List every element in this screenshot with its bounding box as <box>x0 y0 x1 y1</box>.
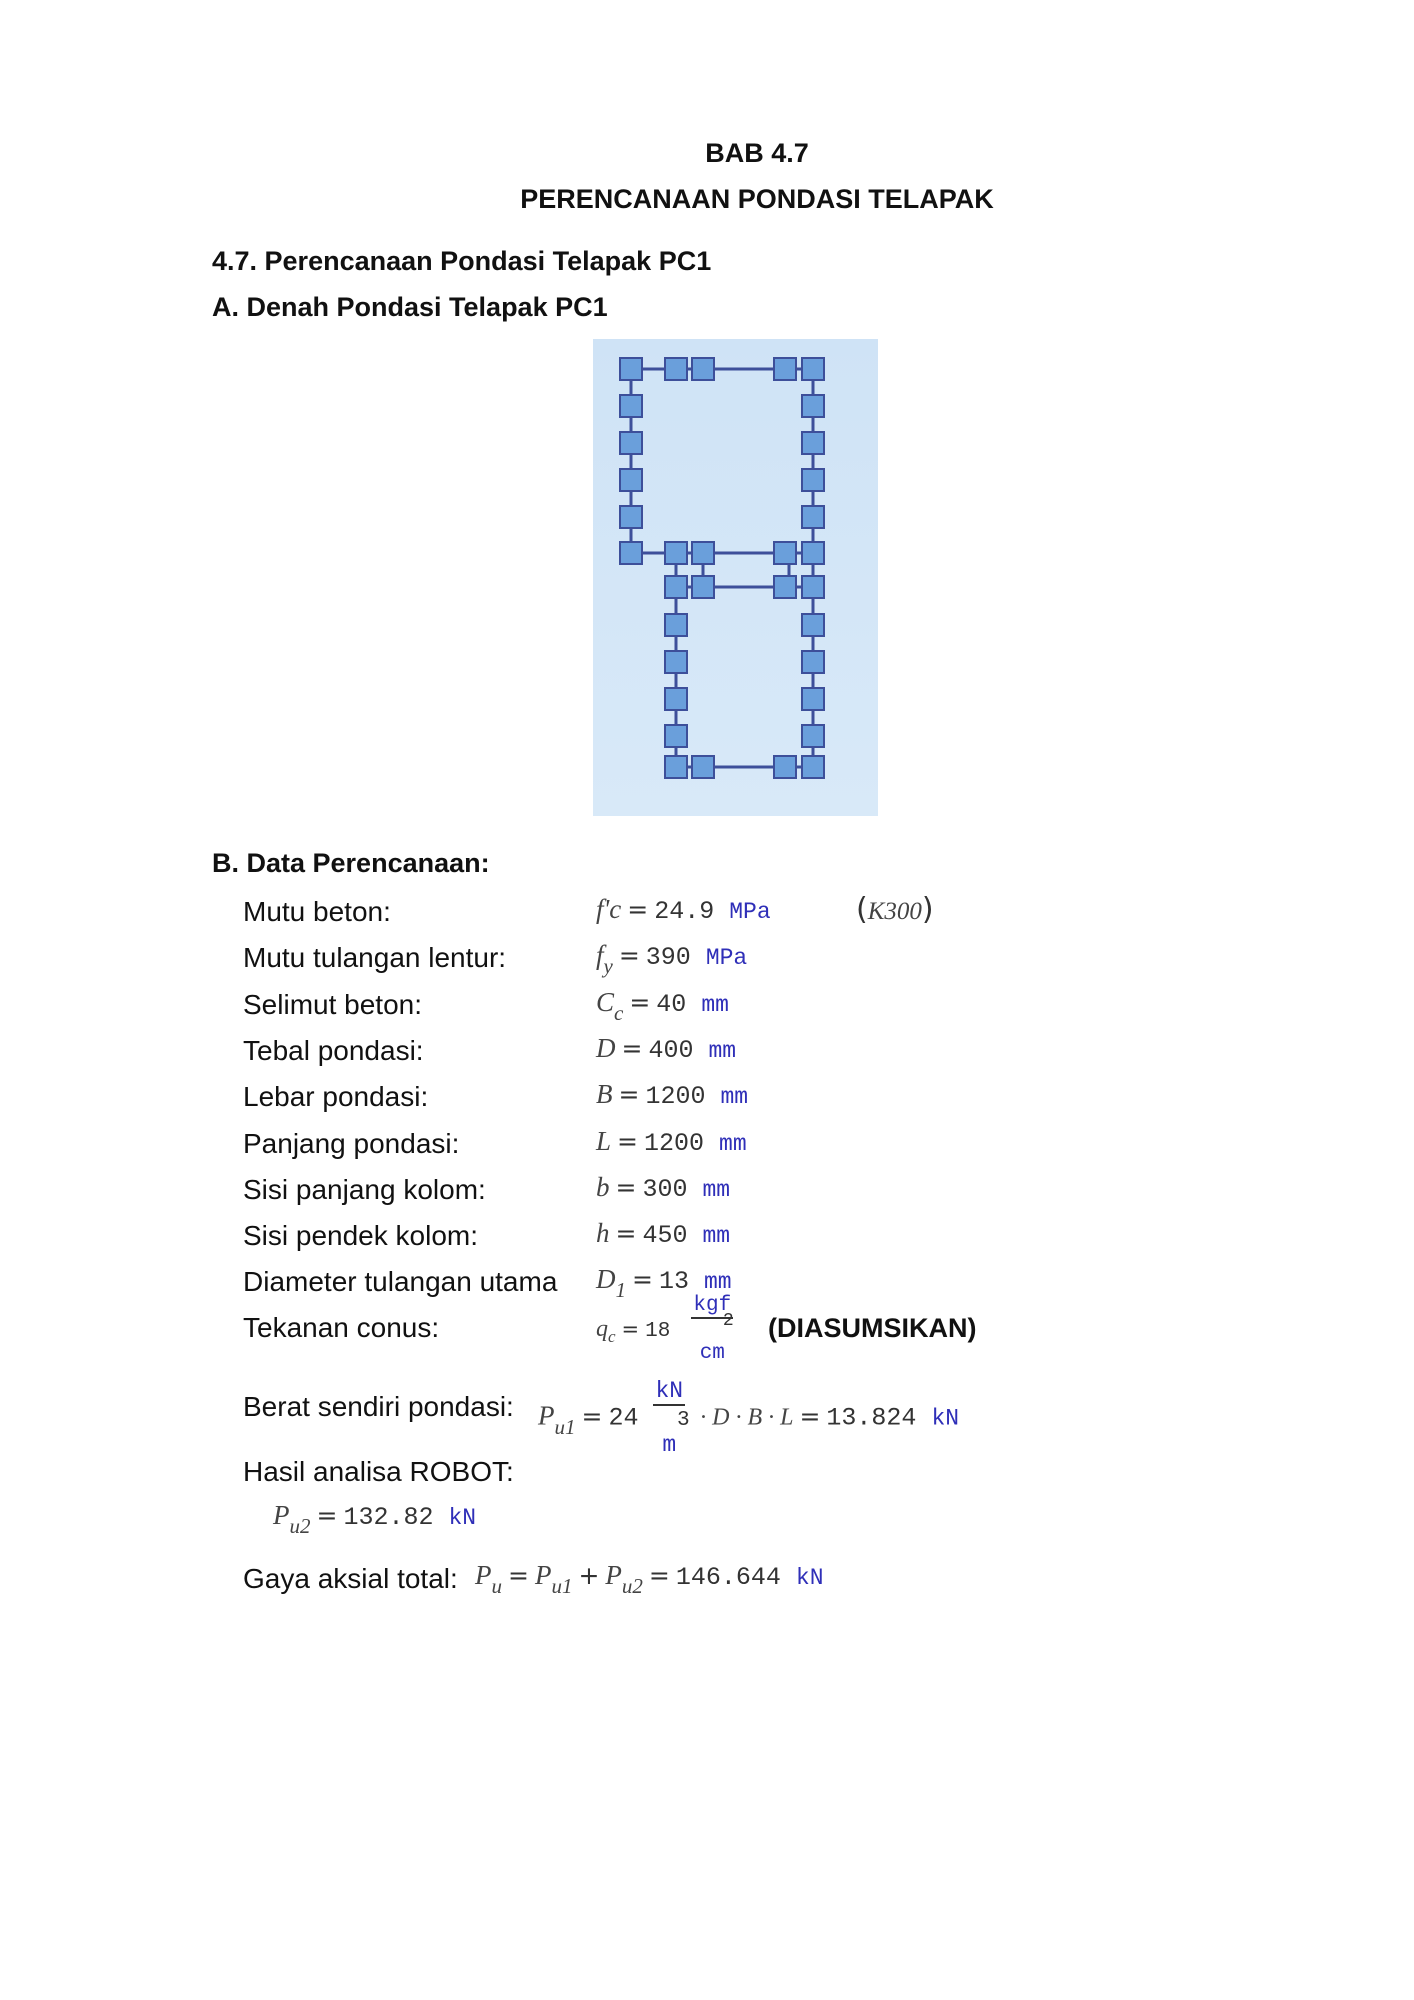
param-formula: $C_c = 40$ mm <box>596 987 729 1025</box>
pile-square <box>802 469 824 491</box>
total-axial-formula: $P_u = P_{u1} + P_{u2} = 146.644$ kN <box>475 1560 824 1598</box>
param-label: Sisi pendek kolom: <box>243 1220 479 1251</box>
param-label: Tebal pondasi: <box>243 1035 424 1066</box>
param-label: Lebar pondasi: <box>243 1081 429 1112</box>
pile-square <box>774 542 796 564</box>
pile-square <box>802 542 824 564</box>
pile-square <box>802 358 824 380</box>
pile-square <box>620 542 642 564</box>
param-formula: h = 450 mm <box>596 1218 731 1250</box>
pile-cap-plan <box>593 339 878 816</box>
pile-square <box>665 358 687 380</box>
pile-square <box>665 614 687 636</box>
self-weight-label: Berat sendiri pondasi: <box>243 1391 514 1422</box>
total-axial-label: Gaya aksial total: <box>243 1563 458 1594</box>
robot-label: Hasil analisa ROBOT: <box>243 1456 514 1487</box>
pile-square <box>692 358 714 380</box>
chapter-title: PERENCANAAN PONDASI TELAPAK <box>520 184 994 214</box>
pile-square <box>802 756 824 778</box>
section-heading-b: B. Data Perencanaan: <box>212 848 490 878</box>
pile-square <box>692 756 714 778</box>
robot-formula: $P_{u2} = 132.82$ kN <box>273 1500 477 1538</box>
pile-square <box>802 576 824 598</box>
pile-square <box>665 756 687 778</box>
pile-square <box>620 358 642 380</box>
param-label: Selimut beton: <box>243 989 422 1020</box>
param-label: Sisi panjang kolom: <box>243 1174 486 1205</box>
pile-square <box>665 576 687 598</box>
self-weight-formula: $P_{u1} = 24$ kN 3 m · D · B · L = 13.824 kN <box>538 1378 960 1458</box>
chapter-number: BAB 4.7 <box>705 138 809 168</box>
pile-square <box>802 614 824 636</box>
conus-formula: $q_c = 18$ kgf 2 cm <box>596 1294 734 1365</box>
conus-label: Tekanan conus: <box>243 1312 440 1343</box>
pile-square <box>802 395 824 417</box>
pile-square <box>665 542 687 564</box>
pile-square <box>774 756 796 778</box>
pile-square <box>802 432 824 454</box>
pile-square <box>802 725 824 747</box>
param-formula: B = 1200 mm <box>596 1079 749 1111</box>
pile-square <box>692 576 714 598</box>
pile-square <box>665 725 687 747</box>
pile-square <box>620 432 642 454</box>
pile-square <box>620 506 642 528</box>
param-label: Mutu beton: <box>243 896 391 927</box>
param-formula: f'c = 24.9 MPa <box>596 894 771 926</box>
pile-square <box>665 651 687 673</box>
section-heading-a: A. Denah Pondasi Telapak PC1 <box>212 292 608 322</box>
pile-square <box>665 688 687 710</box>
concrete-grade-note: (K300) <box>856 892 934 927</box>
param-formula: D = 400 mm <box>596 1033 737 1065</box>
pile-square <box>692 542 714 564</box>
param-label: Diameter tulangan utama <box>243 1266 558 1297</box>
pile-square <box>774 576 796 598</box>
pile-square <box>774 358 796 380</box>
param-formula: b = 300 mm <box>596 1172 731 1204</box>
pile-square <box>802 506 824 528</box>
param-label: Panjang pondasi: <box>243 1128 460 1159</box>
pile-square <box>802 651 824 673</box>
section-heading-4-7: 4.7. Perencanaan Pondasi Telapak PC1 <box>212 246 712 276</box>
conus-assumption-note: (DIASUMSIKAN) <box>768 1313 977 1343</box>
pile-square <box>802 688 824 710</box>
pile-square <box>620 395 642 417</box>
param-formula: L = 1200 mm <box>596 1126 747 1158</box>
param-label: Mutu tulangan lentur: <box>243 942 507 973</box>
param-formula: $D_1 = 13$ mm <box>596 1264 732 1302</box>
param-formula: $f_y = 390$ MPa <box>596 940 748 978</box>
pile-square <box>620 469 642 491</box>
